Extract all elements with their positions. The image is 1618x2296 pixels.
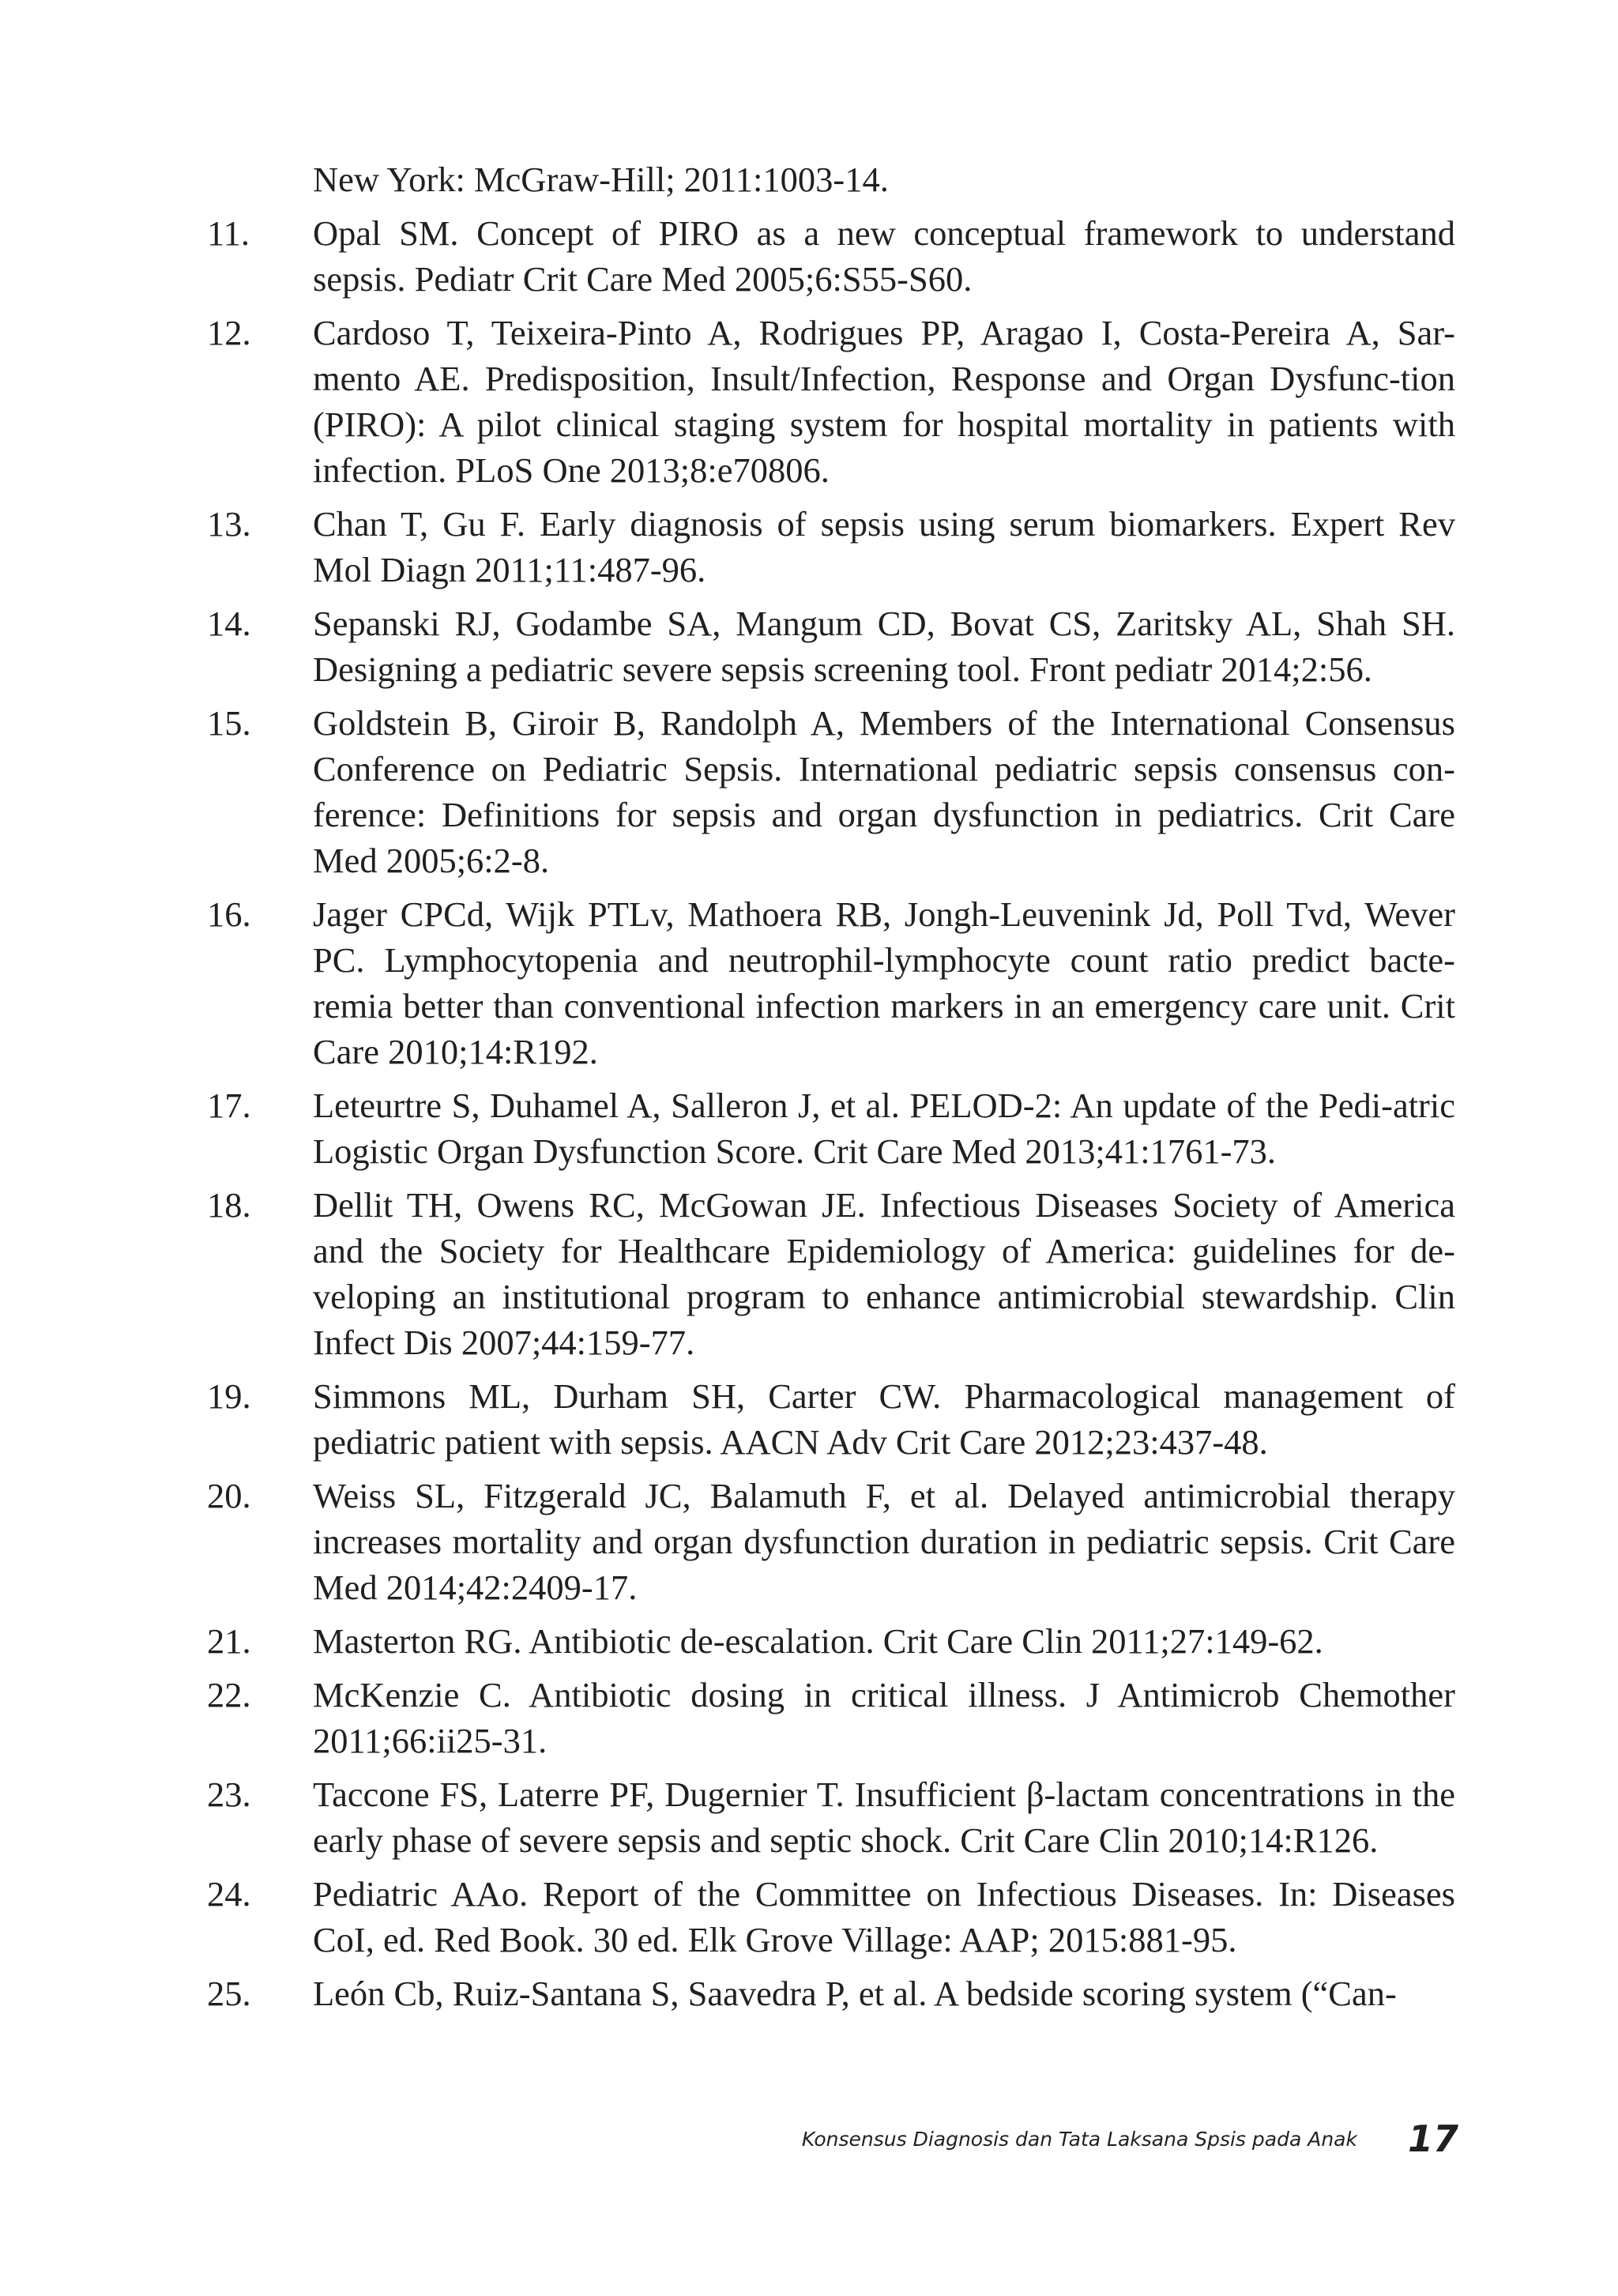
page-footer <box>0 2111 1458 2166</box>
reference-item <box>207 156 1455 202</box>
reference-number: 19. <box>207 1376 251 1416</box>
reference-number: 24. <box>207 1874 251 1914</box>
reference-text: Weiss SL, Fitzgerald JC, Balamuth F, et al. Delayed antimicrobial therapy increases mortality and organ dysfunction duration in pediatric sepsis. Crit Care Med 2014;42:2409-17. <box>313 1476 1455 1607</box>
reference-number: 15. <box>207 703 251 743</box>
reference-number: 13. <box>207 504 251 544</box>
reference-item <box>207 501 1455 593</box>
reference-text: León Cb, Ruiz-Santana S, Saavedra P, et al. A bedside scoring system (“Can- <box>313 1974 1397 2013</box>
reference-item <box>207 1871 1455 1963</box>
reference-text: Dellit TH, Owens RC, McGowan JE. Infectious Diseases Society of America and the Society for Healthcare Epidemiology of America: guidelines for de-veloping an institutional program to enhance antimicrobial stewardship. Clin Infect Dis 2007;44:159-77. <box>313 1185 1455 1362</box>
reference-text: Leteurtre S, Duhamel A, Salleron J, et al. PELOD-2: An update of the Pedi-atric Logistic Organ Dysfunction Score. Crit Care Med 2013;41:1761-73. <box>313 1086 1455 1171</box>
reference-number: 16. <box>207 894 251 934</box>
reference-list <box>207 156 1455 2024</box>
reference-text: Sepanski RJ, Godambe SA, Mangum CD, Bovat CS, Zaritsky AL, Shah SH. Designing a pediatric severe sepsis screening tool. Front pediatr 2014;2:56. <box>313 604 1455 689</box>
reference-text: McKenzie C. Antibiotic dosing in critical illness. J Antimicrob Chemother 2011;66:ii25-31. <box>313 1675 1455 1760</box>
reference-text: Jager CPCd, Wijk PTLv, Mathoera RB, Jongh-Leuvenink Jd, Poll Tvd, Wever PC. Lymphocytopenia and neutrophil-lymphocyte count ratio predict bacte-remia better than conventional infection markers in an emergency care unit. Crit Care 2010;14:R192. <box>313 894 1455 1071</box>
reference-text: Pediatric AAo. Report of the Committee on Infectious Diseases. In: Diseases CoI, ed. Red Book. 30 ed. Elk Grove Village: AAP; 2015:881-95. <box>313 1874 1455 1959</box>
reference-number: 25. <box>207 1974 251 2013</box>
reference-item <box>207 1182 1455 1365</box>
reference-number: 21. <box>207 1621 251 1661</box>
reference-text: New York: McGraw-Hill; 2011:1003-14. <box>313 160 889 199</box>
reference-number: 23. <box>207 1775 251 1814</box>
reference-text: Goldstein B, Giroir B, Randolph A, Members of the International Consensus Conference on Pediatric Sepsis. International pediatric sepsis consensus con-ference: Definitions for sepsis and organ dysfunction in pediatrics. Crit Care Med 2005;6:2-8. <box>313 703 1455 880</box>
reference-text: Taccone FS, Laterre PF, Dugernier T. Insufficient β-lactam concentrations in the early phase of severe sepsis and septic shock. Crit Care Clin 2010;14:R126. <box>313 1775 1455 1860</box>
reference-item <box>207 1970 1455 2016</box>
reference-item <box>207 1672 1455 1763</box>
reference-number: 11. <box>207 213 250 253</box>
reference-item <box>207 1473 1455 1610</box>
reference-text: Cardoso T, Teixeira-Pinto A, Rodrigues PP, Aragao I, Costa-Pereira A, Sar-mento AE. Predisposition, Insult/Infection, Response and Organ Dysfunc-tion (PIRO): A pilot clinical staging system for hospital mortality in patients with infection. PLoS One 2013;8:e70806. <box>313 313 1455 490</box>
reference-item <box>207 1771 1455 1863</box>
reference-item <box>207 1373 1455 1465</box>
reference-text: Opal SM. Concept of PIRO as a new conceptual framework to understand sepsis. Pediatr Crit Care Med 2005;6:S55-S60. <box>313 213 1455 299</box>
reference-item <box>207 1618 1455 1664</box>
reference-number: 20. <box>207 1476 251 1515</box>
page-number: 17 <box>1407 2117 1458 2160</box>
reference-text: Masterton RG. Antibiotic de-escalation. Crit Care Clin 2011;27:149-62. <box>313 1621 1323 1661</box>
reference-item <box>207 1082 1455 1174</box>
reference-item <box>207 891 1455 1075</box>
reference-item <box>207 310 1455 493</box>
reference-text: Chan T, Gu F. Early diagnosis of sepsis using serum biomarkers. Expert Rev Mol Diagn 2011;11:487-96. <box>313 504 1455 589</box>
reference-item <box>207 700 1455 883</box>
reference-number: 12. <box>207 313 251 352</box>
reference-number: 14. <box>207 604 251 643</box>
reference-text: Simmons ML, Durham SH, Carter CW. Pharmacological management of pediatric patient with sepsis. AACN Adv Crit Care 2012;23:437-48. <box>313 1376 1455 1462</box>
reference-item <box>207 210 1455 302</box>
running-footer-title: Konsensus Diagnosis dan Tata Laksana Spsis pada Anak <box>801 2127 1357 2151</box>
reference-number: 18. <box>207 1185 251 1225</box>
reference-number: 17. <box>207 1086 251 1125</box>
reference-item <box>207 600 1455 692</box>
reference-number: 22. <box>207 1675 251 1714</box>
